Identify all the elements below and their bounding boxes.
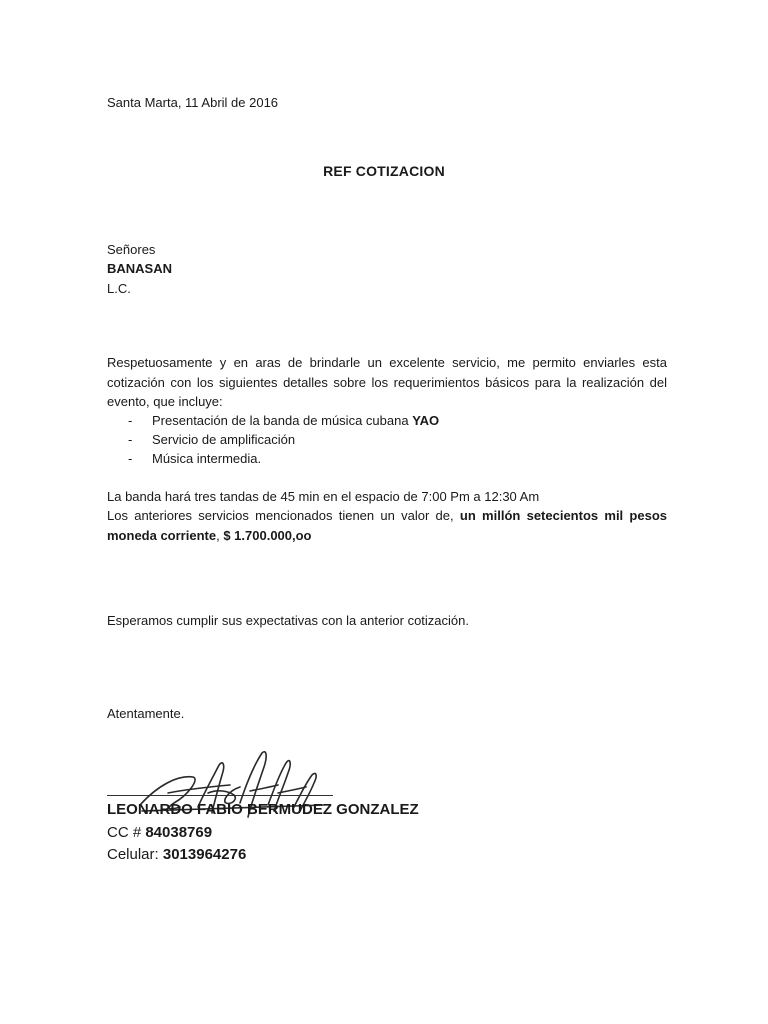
phone-label: Celular:: [107, 846, 163, 863]
list-dash: -: [128, 413, 133, 428]
closing-hope: Esperamos cumplir sus expectativas con la anterior cotización.: [107, 613, 469, 628]
signer-name: LEONARDO FABIO BERMUDEZ GONZALEZ: [107, 801, 419, 818]
farewell: Atentamente.: [107, 706, 185, 721]
list-dash: -: [128, 432, 133, 447]
services-list: [128, 411, 439, 468]
value-words: un millón setecientos mil pesos moneda corriente: [107, 508, 668, 543]
list-item: [128, 430, 439, 449]
recipient-salutation: Señores: [107, 242, 156, 257]
value-prefix: Los anteriores servicios mencionados tienen un valor de,: [107, 508, 460, 523]
date-line: Santa Marta, 11 Abril de 2016: [107, 95, 279, 110]
intro-paragraph: Respetuosamente y en aras de brindarle un excelente servicio, me permito enviarles esta cotización con los siguientes detalles sobre los requerimientos básicos para la realización del evento, que incluye:: [107, 355, 667, 409]
list-item-text: Música intermedia.: [152, 451, 262, 466]
list-item: [128, 411, 439, 430]
value-separator: ,: [216, 527, 224, 543]
value-paragraph: [107, 506, 667, 545]
letter-title: REF COTIZACION: [323, 163, 445, 179]
recipient-city: L.C.: [107, 281, 131, 296]
signer-id: [107, 823, 212, 843]
id-label: CC #: [107, 824, 146, 841]
list-item-text: Presentación de la banda de música cubana: [152, 413, 413, 428]
list-item-text: Servicio de amplificación: [152, 432, 296, 447]
recipient-company: BANASAN: [107, 261, 172, 276]
id-value: 84038769: [145, 824, 213, 841]
band-name: YAO: [412, 413, 440, 428]
phone-value: 3013964276: [162, 846, 247, 863]
signer-phone: [107, 845, 246, 865]
value-amount: $ 1.700.000,oo: [223, 527, 312, 543]
list-item: [128, 449, 439, 468]
list-dash: -: [128, 451, 133, 466]
schedule-line: La banda hará tres tandas de 45 min en el espacio de 7:00 Pm a 12:30 Am: [107, 489, 540, 504]
